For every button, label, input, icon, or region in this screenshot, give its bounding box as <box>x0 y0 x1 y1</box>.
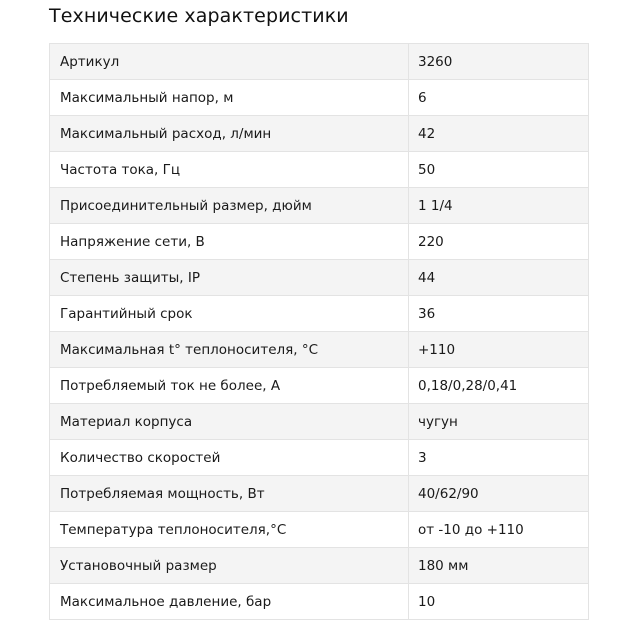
table-row <box>50 476 589 512</box>
spec-name: Максимальный напор, м <box>50 80 409 116</box>
spec-name: Напряжение сети, В <box>50 224 409 260</box>
table-row <box>50 44 589 80</box>
spec-value: 36 <box>409 296 589 332</box>
spec-name: Максимальная t° теплоносителя, °C <box>50 332 409 368</box>
spec-name: Присоединительный размер, дюйм <box>50 188 409 224</box>
spec-value: 40/62/90 <box>409 476 589 512</box>
spec-value: от -10 до +110 <box>409 512 589 548</box>
spec-value: 1 1/4 <box>409 188 589 224</box>
spec-name: Артикул <box>50 44 409 80</box>
spec-name: Материал корпуса <box>50 404 409 440</box>
spec-name: Максимальный расход, л/мин <box>50 116 409 152</box>
spec-name: Гарантийный срок <box>50 296 409 332</box>
spec-name: Температура теплоносителя,°C <box>50 512 409 548</box>
spec-value: 180 мм <box>409 548 589 584</box>
spec-value: 3260 <box>409 44 589 80</box>
spec-value: 50 <box>409 152 589 188</box>
spec-value: чугун <box>409 404 589 440</box>
spec-value: 3 <box>409 440 589 476</box>
table-row <box>50 224 589 260</box>
table-row <box>50 260 589 296</box>
spec-value: 44 <box>409 260 589 296</box>
spec-name: Потребляемый ток не более, А <box>50 368 409 404</box>
specs-table <box>49 43 589 620</box>
table-row <box>50 548 589 584</box>
spec-value: +110 <box>409 332 589 368</box>
table-row <box>50 404 589 440</box>
spec-value: 42 <box>409 116 589 152</box>
spec-name: Количество скоростей <box>50 440 409 476</box>
spec-name: Частота тока, Гц <box>50 152 409 188</box>
spec-name: Максимальное давление, бар <box>50 584 409 620</box>
table-row <box>50 512 589 548</box>
table-row <box>50 440 589 476</box>
spec-value: 10 <box>409 584 589 620</box>
table-row <box>50 368 589 404</box>
table-row <box>50 296 589 332</box>
section-title: Технические характеристики <box>49 5 349 27</box>
table-row <box>50 152 589 188</box>
table-row <box>50 584 589 620</box>
table-row <box>50 116 589 152</box>
spec-name: Потребляемая мощность, Вт <box>50 476 409 512</box>
spec-value: 6 <box>409 80 589 116</box>
table-row <box>50 188 589 224</box>
spec-name: Установочный размер <box>50 548 409 584</box>
spec-name: Степень защиты, IP <box>50 260 409 296</box>
table-row <box>50 80 589 116</box>
spec-value: 0,18/0,28/0,41 <box>409 368 589 404</box>
table-row <box>50 332 589 368</box>
spec-value: 220 <box>409 224 589 260</box>
